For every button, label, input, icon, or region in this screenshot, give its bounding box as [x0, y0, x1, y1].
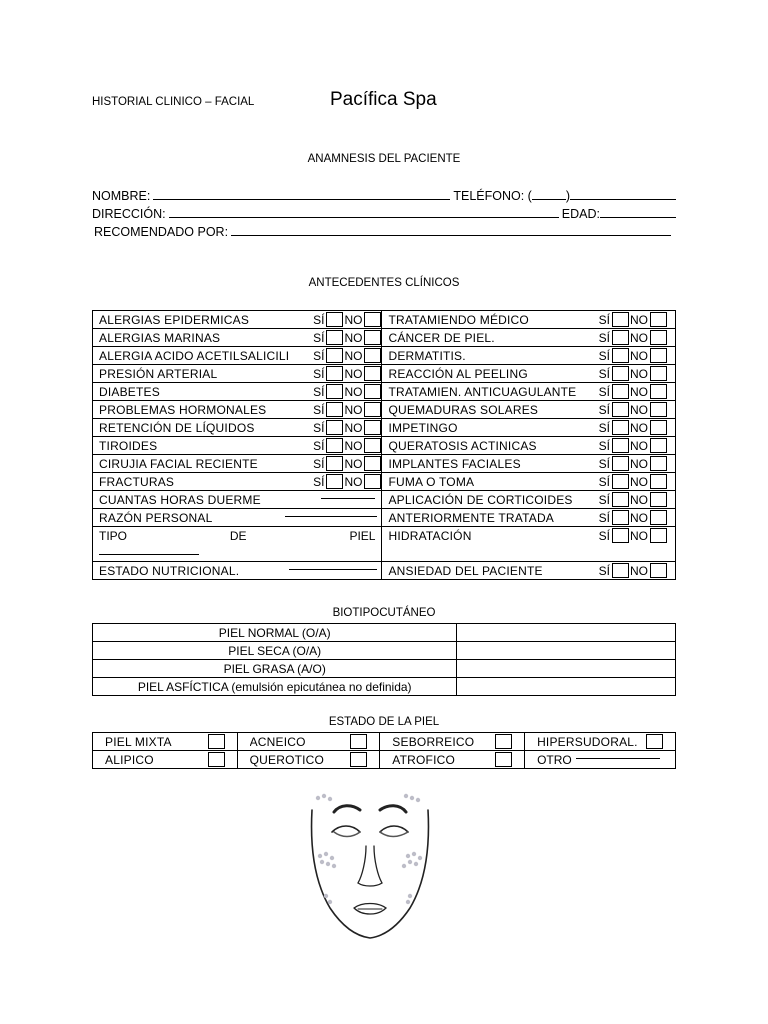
left-8-no-checkbox[interactable] [364, 456, 381, 471]
table-row [93, 660, 676, 678]
question-label: QUEMADURAS SOLARES [388, 402, 539, 417]
question-cell [93, 455, 382, 473]
nutricional-field[interactable] [289, 569, 377, 570]
si-label: SÍ [313, 330, 325, 345]
right-1-si-checkbox[interactable] [612, 330, 629, 345]
tipo-label: DE [229, 528, 247, 543]
estado-cell [93, 733, 238, 751]
table-row [93, 733, 676, 751]
left-6-yes-no [306, 419, 381, 436]
recomendado-field[interactable] [231, 235, 671, 236]
right-6-yes-no [592, 419, 675, 436]
table-row [93, 347, 676, 365]
left-8-si-checkbox[interactable] [326, 456, 343, 471]
no-label: NO [630, 366, 648, 381]
question-cell [382, 455, 676, 473]
si-label: SÍ [598, 456, 610, 471]
si-label: SÍ [598, 312, 610, 327]
question-cell [93, 383, 382, 401]
right-13-yes-no [592, 562, 675, 579]
si-label: SÍ [598, 384, 610, 399]
table-row [93, 491, 676, 509]
tipo-label: PIEL [349, 528, 376, 543]
left-4-no-checkbox[interactable] [364, 384, 381, 399]
si-label: SÍ [598, 474, 610, 489]
no-label: NO [630, 330, 648, 345]
right-2-no-checkbox[interactable] [650, 348, 667, 363]
left-1-si-checkbox[interactable] [326, 330, 343, 345]
table-row [93, 365, 676, 383]
question-cell [93, 419, 382, 437]
si-label: SÍ [598, 528, 610, 543]
question-label: TIROIDES [99, 438, 158, 453]
telefono-area-field[interactable] [532, 199, 566, 200]
estado-checkbox[interactable] [208, 752, 225, 767]
question-label: PROBLEMAS HORMONALES [99, 402, 267, 417]
estado-label: ACNEICO [249, 734, 306, 749]
estado-label: QUEROTICO [249, 752, 325, 767]
left-2-no-checkbox[interactable] [364, 348, 381, 363]
table-row [93, 419, 676, 437]
no-label: NO [344, 366, 363, 381]
no-label: NO [630, 420, 648, 435]
right-13-no-checkbox[interactable] [650, 563, 667, 578]
si-label: SÍ [598, 348, 610, 363]
right-2-yes-no [592, 347, 675, 364]
si-label: SÍ [313, 384, 325, 399]
direccion-edad-row [92, 203, 676, 221]
table-row [93, 473, 676, 491]
si-label: SÍ [598, 510, 610, 525]
no-label: NO [344, 402, 363, 417]
estado-title: ESTADO DE LA PIEL [328, 716, 440, 728]
biotipo-label-cell [93, 678, 457, 696]
question-label: IMPLANTES FACIALES [388, 456, 521, 471]
right-9-si-checkbox[interactable] [612, 474, 629, 489]
right-10-si-checkbox[interactable] [612, 492, 629, 507]
question-label: DERMATITIS. [388, 348, 466, 363]
no-label: NO [344, 330, 363, 345]
table-row [93, 642, 676, 660]
right-7-yes-no [592, 437, 675, 454]
right-5-no-checkbox[interactable] [650, 402, 667, 417]
question-cell [93, 437, 382, 455]
left-2-si-checkbox[interactable] [326, 348, 343, 363]
estado-cell [380, 733, 525, 751]
question-label: IMPETINGO [388, 420, 458, 435]
right-0-si-checkbox[interactable] [612, 312, 629, 327]
question-label: ALERGIAS EPIDERMICAS [99, 312, 250, 327]
question-cell [382, 491, 676, 509]
table-row [93, 329, 676, 347]
razon-label: RAZÓN PERSONAL [99, 510, 213, 525]
right-0-no-checkbox[interactable] [650, 312, 667, 327]
no-label: NO [630, 492, 648, 507]
right-7-no-checkbox[interactable] [650, 438, 667, 453]
question-cell [382, 347, 676, 365]
right-8-yes-no [592, 455, 675, 472]
right-1-yes-no [592, 329, 675, 346]
left-7-no-checkbox[interactable] [364, 438, 381, 453]
tipo-piel-field[interactable] [99, 554, 199, 555]
left-6-no-checkbox[interactable] [364, 420, 381, 435]
right-11-no-checkbox[interactable] [650, 510, 667, 525]
si-label: SÍ [598, 366, 610, 381]
question-label: FRACTURAS [99, 474, 175, 489]
right-2-si-checkbox[interactable] [612, 348, 629, 363]
question-cell [93, 562, 382, 580]
table-row [93, 751, 676, 769]
question-cell [93, 311, 382, 329]
biotipo-label-cell [93, 660, 457, 678]
left-0-si-checkbox[interactable] [326, 312, 343, 327]
question-cell [93, 527, 382, 562]
anamnesis-title: ANAMNESIS DEL PACIENTE [307, 153, 461, 165]
right-12-si-checkbox[interactable] [612, 528, 629, 543]
right-5-yes-no [592, 401, 675, 418]
table-row [93, 383, 676, 401]
right-10-yes-no [592, 491, 675, 508]
question-label: CIRUJIA FACIAL RECIENTE [99, 456, 258, 471]
no-label: NO [630, 312, 648, 327]
question-label: ALERGIAS MARINAS [99, 330, 221, 345]
right-4-no-checkbox[interactable] [650, 384, 667, 399]
question-cell [382, 311, 676, 329]
right-7-si-checkbox[interactable] [612, 438, 629, 453]
no-label: NO [630, 438, 648, 453]
no-label: NO [630, 528, 648, 543]
question-cell [93, 347, 382, 365]
si-label: SÍ [313, 366, 325, 381]
table-row [93, 509, 676, 527]
estado-cell [525, 751, 676, 769]
estado-label: PIEL MIXTA [105, 734, 172, 749]
question-cell [93, 365, 382, 383]
question-label: APLICACIÓN DE CORTICOIDES [388, 492, 573, 507]
question-label: DIABETES [99, 384, 160, 399]
left-5-yes-no [306, 401, 381, 418]
estado-label: HIPERSUDORAL. [537, 734, 638, 749]
otro-label: OTRO [537, 752, 572, 767]
question-label: ANSIEDAD DEL PACIENTE [388, 563, 543, 578]
no-label: NO [344, 312, 363, 327]
right-9-no-checkbox[interactable] [650, 474, 667, 489]
left-6-si-checkbox[interactable] [326, 420, 343, 435]
estado-checkbox[interactable] [350, 734, 367, 749]
question-label: ANTERIORMENTE TRATADA [388, 510, 555, 525]
biotipo-table [92, 623, 676, 696]
telefono-close: ) [565, 189, 570, 203]
biotipo-label: PIEL ASFÍCTICA (emulsión epicutánea no definida) [137, 679, 412, 694]
left-5-si-checkbox[interactable] [326, 402, 343, 417]
estado-checkbox[interactable] [495, 752, 512, 767]
estado-label: ATROFICO [392, 752, 456, 767]
si-label: SÍ [598, 492, 610, 507]
right-3-no-checkbox[interactable] [650, 366, 667, 381]
biotipo-title: BIOTIPOCUTÁNEO [332, 607, 436, 619]
right-5-si-checkbox[interactable] [612, 402, 629, 417]
si-label: SÍ [313, 420, 325, 435]
table-row [93, 562, 676, 580]
direccion-label: DIRECCIÓN: [92, 207, 166, 221]
left-7-si-checkbox[interactable] [326, 438, 343, 453]
question-label: PRESIÓN ARTERIAL [99, 366, 218, 381]
right-4-yes-no [592, 383, 675, 400]
question-cell [382, 562, 676, 580]
left-4-si-checkbox[interactable] [326, 384, 343, 399]
no-label: NO [630, 456, 648, 471]
question-cell [382, 473, 676, 491]
table-row [93, 527, 676, 562]
left-8-yes-no [306, 455, 381, 472]
left-9-si-checkbox[interactable] [326, 474, 343, 489]
question-label: TRATAMIEN. ANTICUAGULANTE [388, 384, 577, 399]
recomendado-label: RECOMENDADO POR: [94, 225, 229, 239]
right-12-yes-no [592, 527, 675, 544]
right-6-si-checkbox[interactable] [612, 420, 629, 435]
question-cell [382, 383, 676, 401]
table-row [93, 311, 676, 329]
biotipo-answer-cell[interactable] [457, 678, 676, 696]
estado-cell [237, 733, 380, 751]
otro-field[interactable] [576, 758, 660, 759]
si-label: SÍ [313, 402, 325, 417]
right-13-si-checkbox[interactable] [612, 563, 629, 578]
tipo-label: TIPO [99, 528, 128, 543]
biotipo-label: PIEL SECA (O/A) [228, 643, 322, 658]
right-3-si-checkbox[interactable] [612, 366, 629, 381]
left-2-yes-no [306, 347, 381, 364]
left-3-yes-no [306, 365, 381, 382]
no-label: NO [630, 563, 648, 578]
no-label: NO [344, 348, 363, 363]
left-9-yes-no [306, 473, 381, 490]
brand-name: Pacífica Spa [330, 89, 437, 110]
estado-checkbox[interactable] [495, 734, 512, 749]
estado-checkbox[interactable] [646, 734, 663, 749]
question-label: QUERATOSIS ACTINICAS [388, 438, 537, 453]
estado-checkbox[interactable] [350, 752, 367, 767]
question-cell [93, 329, 382, 347]
estado-cell [380, 751, 525, 769]
antecedentes-table [92, 310, 676, 580]
no-label: NO [630, 402, 648, 417]
left-4-yes-no [306, 383, 381, 400]
no-label: NO [344, 438, 363, 453]
estado-checkbox[interactable] [208, 734, 225, 749]
no-label: NO [630, 348, 648, 363]
left-9-no-checkbox[interactable] [364, 474, 381, 489]
no-label: NO [630, 474, 648, 489]
left-5-no-checkbox[interactable] [364, 402, 381, 417]
question-label: ALERGIA ACIDO ACETILSALICILI [99, 348, 290, 363]
face-outline-icon [300, 786, 440, 948]
nombre-label: NOMBRE: [92, 189, 151, 203]
left-1-no-checkbox[interactable] [364, 330, 381, 345]
table-row [93, 624, 676, 642]
estado-cell [525, 733, 676, 751]
nutricional-label: ESTADO NUTRICIONAL. [99, 563, 240, 578]
question-cell [382, 437, 676, 455]
right-10-no-checkbox[interactable] [650, 492, 667, 507]
question-label: CÁNCER DE PIEL. [388, 330, 495, 345]
estado-label: SEBORREICO [392, 734, 475, 749]
estado-table [92, 732, 676, 769]
biotipo-answer-cell[interactable] [457, 642, 676, 660]
estado-cell [93, 751, 238, 769]
biotipo-label-cell [93, 624, 457, 642]
question-cell [382, 365, 676, 383]
razon-field[interactable] [285, 516, 377, 517]
question-label: HIDRATACIÓN [388, 528, 472, 543]
si-label: SÍ [313, 438, 325, 453]
table-row [93, 678, 676, 696]
si-label: SÍ [313, 312, 325, 327]
no-label: NO [630, 510, 648, 525]
si-label: SÍ [313, 474, 325, 489]
question-label: FUMA O TOMA [388, 474, 475, 489]
right-8-no-checkbox[interactable] [650, 456, 667, 471]
no-label: NO [344, 384, 363, 399]
si-label: SÍ [598, 330, 610, 345]
horas-field[interactable] [321, 498, 375, 499]
question-cell [382, 401, 676, 419]
estado-label: ALIPICO [105, 752, 154, 767]
left-7-yes-no [306, 437, 381, 454]
estado-cell [237, 751, 380, 769]
recomendado-row [94, 221, 674, 239]
si-label: SÍ [313, 456, 325, 471]
question-label: TRATAMIENDO MÉDICO [388, 312, 529, 327]
left-3-no-checkbox[interactable] [364, 366, 381, 381]
right-4-si-checkbox[interactable] [612, 384, 629, 399]
no-label: NO [344, 420, 363, 435]
form-title: HISTORIAL CLINICO – FACIAL [92, 96, 255, 108]
no-label: NO [344, 474, 363, 489]
question-cell [382, 527, 676, 562]
si-label: SÍ [598, 438, 610, 453]
biotipo-label: PIEL NORMAL (O/A) [218, 625, 331, 640]
horas-label: CUANTAS HORAS DUERME [99, 492, 261, 507]
edad-label: EDAD: [561, 207, 600, 221]
question-cell [382, 419, 676, 437]
nombre-telefono-row [92, 185, 676, 203]
question-cell [382, 509, 676, 527]
right-8-si-checkbox[interactable] [612, 456, 629, 471]
telefono-label: TELÉFONO: ( [453, 189, 532, 203]
si-label: SÍ [313, 348, 325, 363]
biotipo-label: PIEL GRASA (A/O) [223, 661, 326, 676]
right-11-si-checkbox[interactable] [612, 510, 629, 525]
question-cell [93, 509, 382, 527]
right-0-yes-no [592, 311, 675, 328]
direccion-field[interactable] [169, 217, 559, 218]
right-3-yes-no [592, 365, 675, 382]
table-row [93, 455, 676, 473]
left-1-yes-no [306, 329, 381, 346]
right-1-no-checkbox[interactable] [650, 330, 667, 345]
nombre-field[interactable] [153, 199, 450, 200]
left-0-yes-no [306, 311, 381, 328]
biotipo-label-cell [93, 642, 457, 660]
table-row [93, 401, 676, 419]
biotipo-answer-cell[interactable] [457, 660, 676, 678]
question-label: REACCIÓN AL PEELING [388, 366, 528, 381]
question-cell [93, 491, 382, 509]
left-0-no-checkbox[interactable] [364, 312, 381, 327]
question-label: RETENCIÓN DE LÍQUIDOS [99, 420, 255, 435]
right-9-yes-no [592, 473, 675, 490]
no-label: NO [630, 384, 648, 399]
left-3-si-checkbox[interactable] [326, 366, 343, 381]
edad-field[interactable] [600, 217, 676, 218]
si-label: SÍ [598, 402, 610, 417]
right-11-yes-no [592, 509, 675, 526]
si-label: SÍ [598, 420, 610, 435]
question-cell [382, 329, 676, 347]
table-row [93, 437, 676, 455]
si-label: SÍ [598, 563, 610, 578]
question-cell [93, 401, 382, 419]
right-12-no-checkbox[interactable] [650, 528, 667, 543]
question-cell [93, 473, 382, 491]
telefono-field[interactable] [570, 199, 676, 200]
no-label: NO [344, 456, 363, 471]
antecedentes-title: ANTECEDENTES CLÍNICOS [308, 277, 460, 289]
right-6-no-checkbox[interactable] [650, 420, 667, 435]
biotipo-answer-cell[interactable] [457, 624, 676, 642]
